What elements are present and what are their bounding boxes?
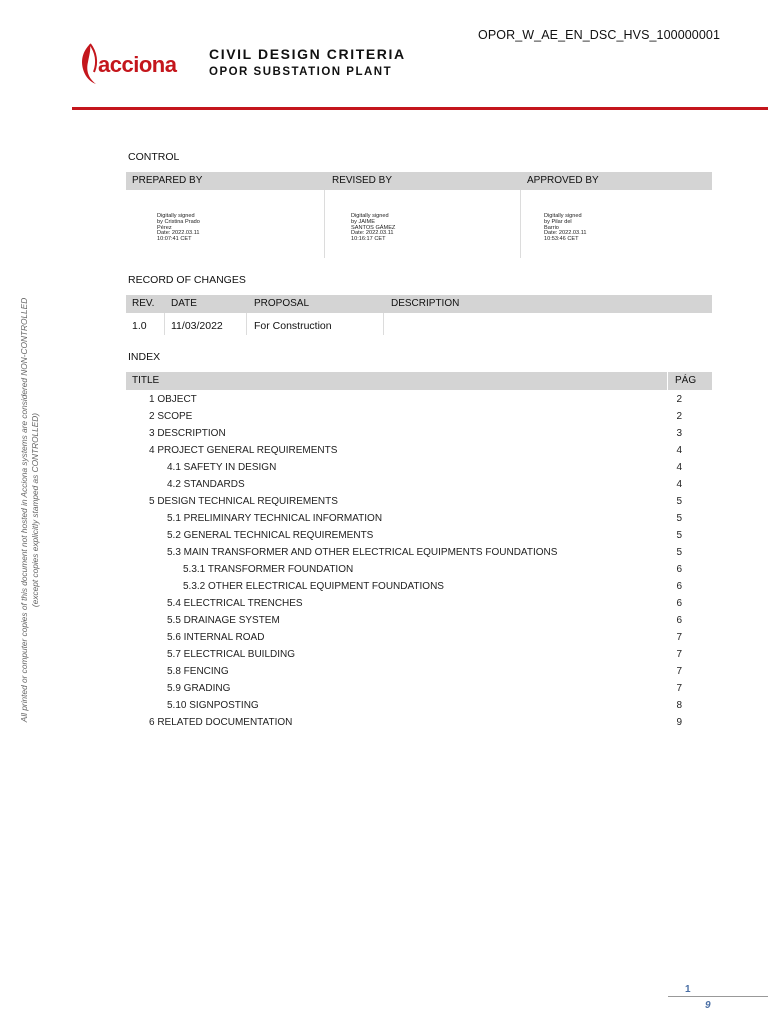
toc-entry[interactable] — [128, 581, 712, 598]
description-header: DESCRIPTION — [391, 298, 460, 309]
toc-entry-page: 7 — [676, 683, 682, 694]
toc-entry[interactable] — [128, 547, 712, 564]
toc-entry-title: 4 PROJECT GENERAL REQUIREMENTS — [149, 445, 338, 456]
control-header-row — [126, 172, 712, 190]
signature-revised[interactable] — [351, 214, 421, 243]
revised-by-header: REVISED BY — [332, 175, 393, 186]
toc-entry-page: 5 — [676, 547, 682, 558]
toc-entry-page: 7 — [676, 649, 682, 660]
document-code: OPOR_W_AE_EN_DSC_HVS_100000001 — [478, 28, 721, 42]
toc-entry[interactable] — [128, 615, 712, 632]
toc-entry-page: 6 — [676, 564, 682, 575]
proposal-cell: For Construction — [254, 320, 332, 332]
signature-line: by Pilar del — [544, 218, 572, 225]
toc-entry-page: 7 — [676, 666, 682, 677]
toc-entry-page: 4 — [676, 462, 682, 473]
changes-column-divider — [246, 313, 247, 335]
toc-entry[interactable] — [128, 513, 712, 530]
toc-entry-title: 5.3.1 TRANSFORMER FOUNDATION — [183, 564, 354, 575]
toc-entry-page: 9 — [676, 717, 682, 728]
toc-entry-title: 5.5 DRAINAGE SYSTEM — [167, 615, 280, 626]
index-header-divider — [667, 372, 668, 390]
signature-line: Date: 2022.03.11 — [544, 230, 587, 237]
total-pages-number: 9 — [705, 1000, 711, 1011]
signature-line: SANTOS GÁMEZ — [351, 224, 396, 231]
signature-line: 10:07:41 CET — [157, 236, 192, 243]
toc-entry[interactable] — [128, 445, 712, 462]
toc-entry-page: 5 — [676, 496, 682, 507]
approved-by-header: APPROVED BY — [527, 175, 599, 186]
index-header-row — [126, 372, 712, 390]
toc-entry[interactable] — [128, 496, 712, 513]
toc-entry[interactable] — [128, 632, 712, 649]
signature-line: Digitally signed — [544, 213, 582, 219]
rev-header: REV. — [132, 298, 155, 309]
toc-entry-page: 8 — [676, 700, 682, 711]
signature-line: Digitally signed — [351, 213, 389, 219]
changes-heading: RECORD OF CHANGES — [128, 274, 246, 286]
toc-entry-title: 1 OBJECT — [149, 394, 197, 405]
signature-line: 10:53:46 CET — [544, 236, 579, 243]
toc-entry-title: 5.3 MAIN TRANSFORMER AND OTHER ELECTRICAL EQUIPMENTS FOUNDATIONS — [167, 547, 558, 558]
changes-column-divider — [164, 313, 165, 335]
toc-entry-title: 3 DESCRIPTION — [149, 428, 226, 439]
page-header: PÁG — [675, 375, 697, 386]
toc-entry-title: 5.2 GENERAL TECHNICAL REQUIREMENTS — [167, 530, 374, 541]
toc-entry-page: 4 — [676, 479, 682, 490]
prepared-by-header: PREPARED BY — [132, 175, 203, 186]
date-header: DATE — [171, 298, 197, 309]
signature-approved[interactable] — [544, 214, 614, 243]
signature-line: by Cristina Prado — [157, 218, 200, 225]
toc-entry-page: 5 — [676, 513, 682, 524]
toc-entry-page: 5 — [676, 530, 682, 541]
toc-entry-title: 5.10 SIGNPOSTING — [167, 700, 259, 711]
toc-entry-title: 5.3.2 OTHER ELECTRICAL EQUIPMENT FOUNDATIONS — [183, 581, 444, 592]
title-header: TITLE — [132, 375, 160, 386]
toc-entry-title: 5.7 ELECTRICAL BUILDING — [167, 649, 296, 660]
changes-header-row — [126, 295, 712, 313]
index-heading: INDEX — [128, 351, 161, 363]
page-number-divider — [668, 996, 768, 997]
toc-entry[interactable] — [128, 462, 712, 479]
acciona-logo — [78, 42, 182, 86]
signature-line: Barrio — [544, 224, 559, 231]
toc-entry[interactable] — [128, 598, 712, 615]
toc-entry-title: 5.9 GRADING — [167, 683, 231, 694]
toc-entry-page: 7 — [676, 632, 682, 643]
control-column-divider — [324, 190, 325, 258]
disclaimer-line-1: All printed or computer copies of this document not hosted in Acciona systems are considered NON-CONTROLLED — [19, 297, 29, 723]
signature-line: Digitally signed — [157, 213, 195, 219]
document-subtitle: OPOR SUBSTATION PLANT — [209, 66, 393, 78]
toc-entry-title: 5.4 ELECTRICAL TRENCHES — [167, 598, 303, 609]
toc-entry-title: 2 SCOPE — [149, 411, 193, 422]
current-page-number: 1 — [685, 984, 691, 995]
toc-entry-title: 5.8 FENCING — [167, 666, 229, 677]
table-of-contents — [128, 394, 712, 734]
signature-line: Date: 2022.03.11 — [157, 230, 200, 237]
control-heading: CONTROL — [128, 151, 180, 163]
signature-line: 10:16:17 CET — [351, 236, 386, 243]
toc-entry-title: 5.6 INTERNAL ROAD — [167, 632, 265, 643]
signature-line: by JAIME — [351, 218, 375, 225]
document-title: CIVIL DESIGN CRITERIA — [209, 46, 406, 62]
toc-entry-title: 4.1 SAFETY IN DESIGN — [167, 462, 277, 473]
header-divider — [72, 107, 768, 110]
toc-entry-page: 2 — [676, 394, 682, 405]
toc-entry-title: 5 DESIGN TECHNICAL REQUIREMENTS — [149, 496, 338, 507]
control-column-divider — [520, 190, 521, 258]
toc-entry[interactable] — [128, 530, 712, 547]
toc-entry-title: 6 RELATED DOCUMENTATION — [149, 717, 293, 728]
toc-entry[interactable] — [128, 428, 712, 445]
toc-entry[interactable] — [128, 394, 712, 411]
toc-entry[interactable] — [128, 717, 712, 734]
toc-entry[interactable] — [128, 649, 712, 666]
toc-entry-title: 5.1 PRELIMINARY TECHNICAL INFORMATION — [167, 513, 383, 524]
toc-entry-page: 6 — [676, 615, 682, 626]
signature-line: Pérez — [157, 224, 172, 231]
toc-entry-page: 2 — [676, 411, 682, 422]
toc-entry[interactable] — [128, 700, 712, 717]
toc-entry-page: 6 — [676, 598, 682, 609]
toc-entry[interactable] — [128, 479, 712, 496]
signature-prepared[interactable] — [157, 214, 227, 243]
disclaimer-line-2: (except copies explicitly stamped as CONTROLLED) — [30, 412, 40, 608]
changes-column-divider — [383, 313, 384, 335]
toc-entry[interactable] — [128, 666, 712, 683]
proposal-header: PROPOSAL — [254, 298, 310, 309]
date-cell: 11/03/2022 — [171, 320, 223, 332]
logo-wordmark: acciona — [98, 52, 177, 77]
toc-entry-page: 4 — [676, 445, 682, 456]
signature-line: Date: 2022.03.11 — [351, 230, 394, 237]
toc-entry-page: 3 — [676, 428, 682, 439]
toc-entry[interactable] — [128, 564, 712, 581]
toc-entry[interactable] — [128, 411, 712, 428]
toc-entry[interactable] — [128, 683, 712, 700]
rev-cell: 1.0 — [132, 320, 147, 332]
control-disclaimer — [19, 290, 41, 730]
toc-entry-page: 6 — [676, 581, 682, 592]
toc-entry-title: 4.2 STANDARDS — [167, 479, 245, 490]
